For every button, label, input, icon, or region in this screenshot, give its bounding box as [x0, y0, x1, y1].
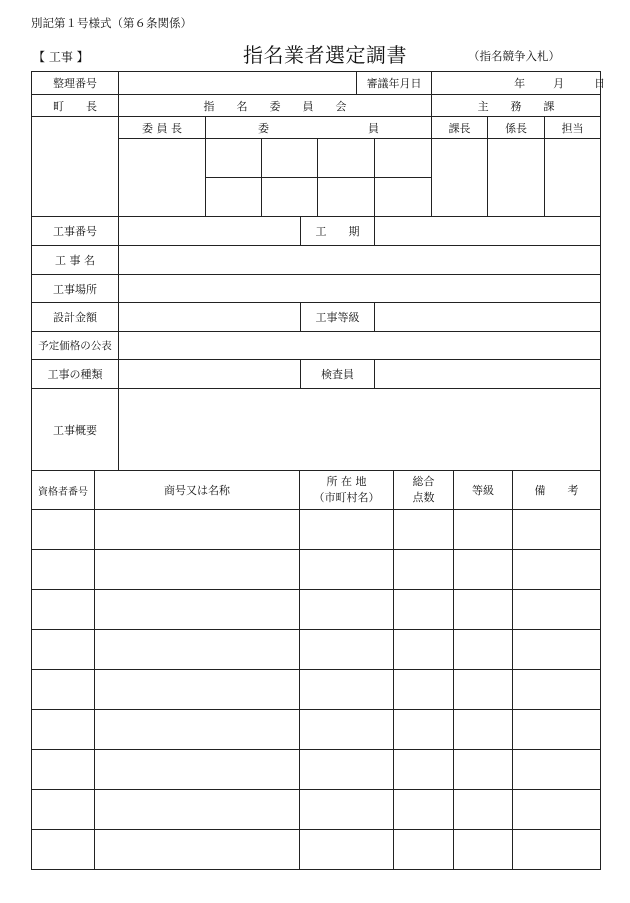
qualifier-number-cell[interactable]: [32, 670, 95, 710]
member-seal-box[interactable]: [375, 139, 432, 178]
inspector-field[interactable]: [375, 360, 601, 389]
qualifier-number-cell[interactable]: [32, 590, 95, 630]
work-grade-field[interactable]: [375, 303, 601, 332]
total-score-cell[interactable]: [394, 710, 454, 750]
grade-cell[interactable]: [454, 510, 513, 550]
month-unit: 月: [553, 77, 565, 90]
member-seal-box[interactable]: [206, 178, 262, 217]
chairperson-seal-box[interactable]: [119, 139, 206, 217]
work-grade-label: 工事等級: [301, 303, 375, 332]
work-period-field[interactable]: [375, 217, 601, 246]
location-cell[interactable]: [300, 630, 394, 670]
qualifier-number-cell[interactable]: [32, 550, 95, 590]
review-date-field[interactable]: [432, 72, 606, 95]
member-seal-box[interactable]: [318, 139, 375, 178]
inspector-label: 検査員: [301, 360, 375, 389]
remarks-cell[interactable]: [513, 790, 601, 830]
remarks-cell[interactable]: [513, 510, 601, 550]
table-row: [32, 510, 601, 550]
trade-name-cell[interactable]: [95, 510, 300, 550]
estimated-price-disclosure-label: 予定価格の公表: [32, 332, 119, 360]
trade-name-cell[interactable]: [95, 790, 300, 830]
work-overview-label: 工事概要: [32, 389, 119, 471]
remarks-header: 備 考: [513, 471, 601, 510]
section-chief-label: 課長: [432, 117, 488, 139]
total-score-cell[interactable]: [394, 510, 454, 550]
qualifier-number-cell[interactable]: [32, 790, 95, 830]
table-row: [32, 710, 601, 750]
total-score-header: [394, 471, 454, 510]
trade-name-cell[interactable]: [95, 590, 300, 630]
design-amount-field[interactable]: [119, 303, 301, 332]
total-score-cell[interactable]: [394, 550, 454, 590]
grade-cell[interactable]: [454, 590, 513, 630]
grade-cell[interactable]: [454, 670, 513, 710]
qualifier-number-header: 資格者番号: [32, 471, 95, 510]
year-unit: 年: [514, 77, 526, 90]
grade-cell[interactable]: [454, 830, 513, 870]
work-period-label: 工 期: [301, 217, 375, 246]
trade-name-header: 商号又は名称: [95, 471, 300, 510]
table-row: [32, 750, 601, 790]
remarks-cell[interactable]: [513, 750, 601, 790]
grade-header: 等級: [454, 471, 513, 510]
total-score-header-line2: 点数: [412, 491, 435, 504]
bid-type-label: （指名競争入札）: [468, 49, 560, 63]
total-score-cell[interactable]: [394, 790, 454, 830]
work-number-label: 工事番号: [32, 217, 119, 246]
total-score-cell[interactable]: [394, 590, 454, 630]
mayor-seal-box[interactable]: [32, 117, 119, 217]
trade-name-cell[interactable]: [95, 830, 300, 870]
unit-chief-label: 係長: [488, 117, 545, 139]
remarks-cell[interactable]: [513, 630, 601, 670]
form-number-label: 別記第１号様式（第６条関係）: [31, 16, 192, 30]
remarks-cell[interactable]: [513, 590, 601, 630]
location-cell[interactable]: [300, 590, 394, 630]
grade-cell[interactable]: [454, 750, 513, 790]
grade-cell[interactable]: [454, 710, 513, 750]
table-row: [32, 630, 601, 670]
table-row: [32, 830, 601, 870]
total-score-header-line1: 総合: [412, 475, 435, 488]
mayor-label: 町 長: [32, 95, 119, 117]
location-cell[interactable]: [300, 550, 394, 590]
committee-label: 指 名 委 員 会: [119, 95, 432, 117]
location-cell[interactable]: [300, 710, 394, 750]
unit-chief-seal-box[interactable]: [488, 139, 545, 217]
work-type-field[interactable]: [119, 360, 301, 389]
work-location-label: 工事場所: [32, 275, 119, 303]
page-title: 指名業者選定調書: [243, 43, 407, 67]
category-label: 【 工事 】: [33, 50, 89, 64]
chairperson-label: 委 員 長: [119, 117, 206, 139]
remarks-cell[interactable]: [513, 550, 601, 590]
members-label: 委 員: [206, 117, 432, 139]
remarks-cell[interactable]: [513, 670, 601, 710]
trade-name-cell[interactable]: [95, 630, 300, 670]
qualifier-number-cell[interactable]: [32, 510, 95, 550]
trade-name-cell[interactable]: [95, 670, 300, 710]
remarks-cell[interactable]: [513, 830, 601, 870]
serial-number-label: 整理番号: [32, 72, 119, 95]
responsible-division-label: 主 務 課: [432, 95, 601, 117]
member-seal-box[interactable]: [262, 139, 318, 178]
staff-in-charge-label: 担当: [545, 117, 601, 139]
serial-number-field[interactable]: [119, 72, 357, 95]
location-header: [300, 471, 394, 510]
work-name-field[interactable]: [119, 246, 601, 275]
qualifier-number-cell[interactable]: [32, 710, 95, 750]
grade-cell[interactable]: [454, 550, 513, 590]
member-seal-box[interactable]: [206, 139, 262, 178]
contractor-list-table: [31, 470, 601, 870]
total-score-cell[interactable]: [394, 750, 454, 790]
qualifier-number-cell[interactable]: [32, 750, 95, 790]
remarks-cell[interactable]: [513, 710, 601, 750]
trade-name-cell[interactable]: [95, 550, 300, 590]
work-overview-field[interactable]: [119, 389, 601, 471]
qualifier-number-cell[interactable]: [32, 630, 95, 670]
day-unit: 日: [594, 77, 606, 90]
work-name-label: 工 事 名: [32, 246, 119, 275]
total-score-cell[interactable]: [394, 630, 454, 670]
selection-form-table: [31, 71, 606, 471]
work-number-field[interactable]: [119, 217, 301, 246]
table-row: [32, 550, 601, 590]
list-header-row: [32, 471, 601, 510]
table-row: [32, 670, 601, 710]
work-type-label: 工事の種類: [32, 360, 119, 389]
location-header-line1: 所 在 地: [326, 475, 367, 488]
work-location-field[interactable]: [119, 275, 601, 303]
grade-cell[interactable]: [454, 630, 513, 670]
estimated-price-disclosure-field[interactable]: [119, 332, 601, 360]
grade-cell[interactable]: [454, 790, 513, 830]
staff-seal-box[interactable]: [545, 139, 601, 217]
review-date-label: 審議年月日: [357, 72, 432, 95]
member-seal-box[interactable]: [375, 178, 432, 217]
total-score-cell[interactable]: [394, 830, 454, 870]
location-cell[interactable]: [300, 790, 394, 830]
location-header-line2: （市町村名）: [313, 491, 380, 504]
location-cell[interactable]: [300, 510, 394, 550]
design-amount-label: 設計金額: [32, 303, 119, 332]
location-cell[interactable]: [300, 750, 394, 790]
contractor-list-body: [32, 510, 601, 870]
trade-name-cell[interactable]: [95, 750, 300, 790]
section-chief-seal-box[interactable]: [432, 139, 488, 217]
qualifier-number-cell[interactable]: [32, 830, 95, 870]
location-cell[interactable]: [300, 830, 394, 870]
table-row: [32, 590, 601, 630]
member-seal-box[interactable]: [262, 178, 318, 217]
total-score-cell[interactable]: [394, 670, 454, 710]
table-row: [32, 790, 601, 830]
member-seal-box[interactable]: [318, 178, 375, 217]
location-cell[interactable]: [300, 670, 394, 710]
trade-name-cell[interactable]: [95, 710, 300, 750]
